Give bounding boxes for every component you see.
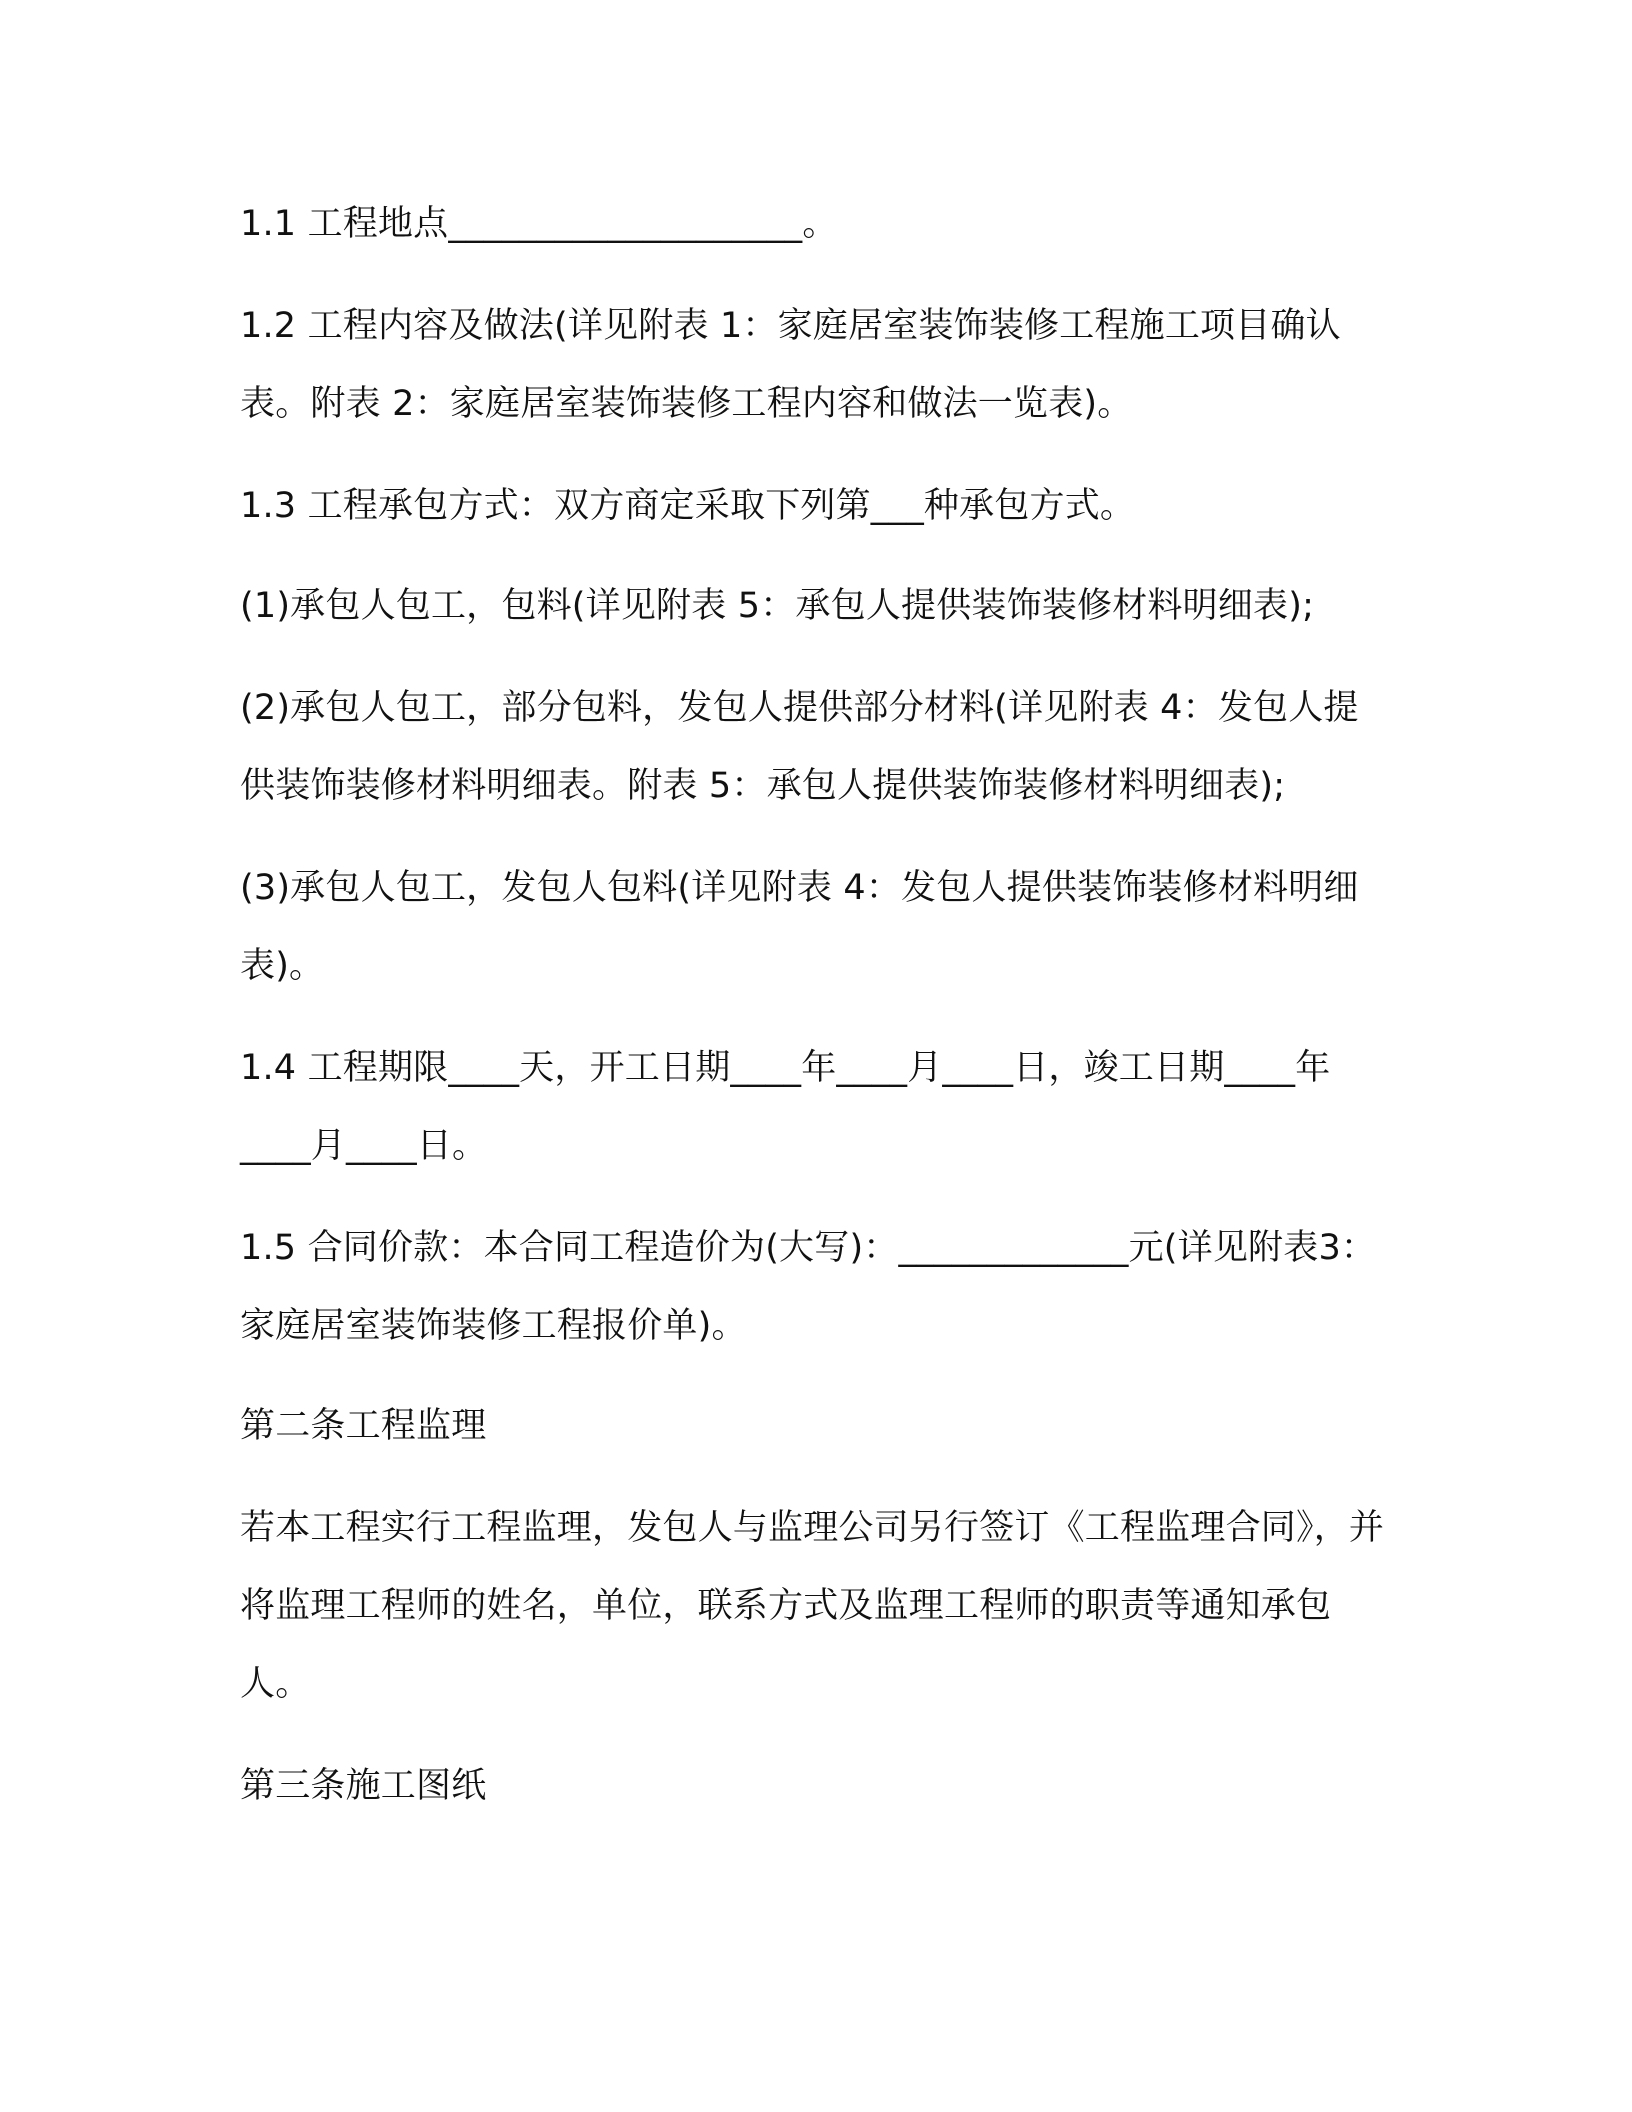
option-1: (1)承包人包工，包料(详见附表 5：承包人提供装饰装修材料明细表); xyxy=(240,586,1315,626)
option-2: (2)承包人包工，部分包料，发包人提供部分材料(详见附表 4：发包人提供装饰装修材料明细表。附表 5：承包人提供装饰装修材料明细表); xyxy=(240,688,1359,806)
clause-1-1-location: 1.1 工程地点____________________。 xyxy=(240,204,838,244)
clause-1-3-contract-method: 1.3 工程承包方式：双方商定采取下列第___种承包方式。 xyxy=(240,486,1136,526)
option-3: (3)承包人包工，发包人包料(详见附表 4：发包人提供装饰装修材料明细表)。 xyxy=(240,868,1359,986)
clause-1-2-content: 1.2 工程内容及做法(详见附表 1：家庭居室装饰装修工程施工项目确认表。附表 2：家庭居室装饰装修工程内容和做法一览表)。 xyxy=(240,306,1341,424)
document-body xyxy=(240,185,1390,1825)
clause-1-5-price: 1.5 合同价款：本合同工程造价为(大写)：_____________元(详见附表3：家庭居室装饰装修工程报价单)。 xyxy=(240,1228,1377,1346)
article-2-heading: 第二条工程监理 xyxy=(240,1406,487,1446)
article-3-heading: 第三条施工图纸 xyxy=(240,1766,487,1806)
article-2-body: 若本工程实行工程监理，发包人与监理公司另行签订《工程监理合同》，并将监理工程师的姓名，单位，联系方式及监理工程师的职责等通知承包人。 xyxy=(240,1508,1385,1704)
clause-1-4-period: 1.4 工程期限____天，开工日期____年____月____日，竣工日期____年____月____日。 xyxy=(240,1048,1331,1166)
